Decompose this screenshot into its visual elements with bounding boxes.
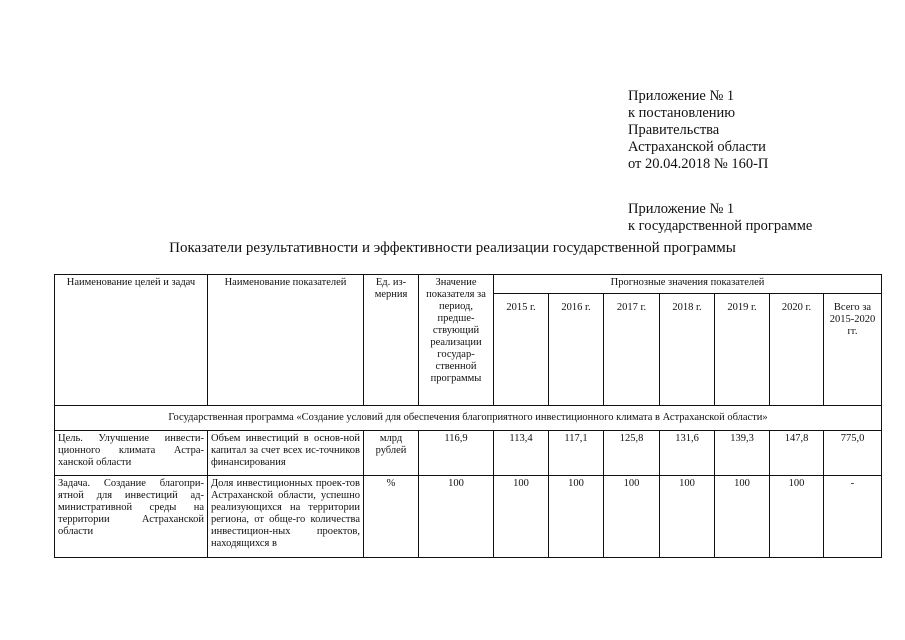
table-row	[55, 431, 882, 476]
value-cell: 100	[604, 476, 660, 558]
header-year: 2016 г.	[549, 294, 604, 406]
indicator-cell: Объем инвестиций в основ-ной капитал за счет всех ис-точников финансирования	[208, 431, 364, 476]
header-line: от 20.04.2018 № 160-П	[628, 156, 769, 172]
total-cell: -	[824, 476, 882, 558]
goal-cell: Задача. Создание благопри-ятной для инвестиций ад-министративной среды на территории Астраханской области	[55, 476, 208, 558]
indicators-table	[54, 274, 882, 558]
header-unit: Ед. из-мерния	[364, 275, 419, 406]
header-year: 2020 г.	[770, 294, 824, 406]
header-total: Всего за 2015-2020 гг.	[824, 294, 882, 406]
value-cell: 100	[549, 476, 604, 558]
value-cell: 147,8	[770, 431, 824, 476]
approval-header	[628, 88, 812, 235]
value-cell: 139,3	[715, 431, 770, 476]
header-base-value: Значение показателя за период, предше-ствующий реализации государ-ственной программы	[419, 275, 494, 406]
header-line: к постановлению	[628, 105, 736, 121]
unit-cell: млрд рублей	[364, 431, 419, 476]
total-cell: 775,0	[824, 431, 882, 476]
header-year: 2015 г.	[494, 294, 549, 406]
value-cell: 131,6	[660, 431, 715, 476]
header-year: 2019 г.	[715, 294, 770, 406]
table-row	[55, 476, 882, 558]
value-cell: 100	[494, 476, 549, 558]
value-cell: 100	[715, 476, 770, 558]
base-value-cell: 100	[419, 476, 494, 558]
indicator-cell: Доля инвестиционных проек-тов Астраханской области, успешно реализующихся на территории региона, от обще-го количества инвестицион-ных проектов, находящихся в	[208, 476, 364, 558]
header-year: 2017 г.	[604, 294, 660, 406]
document-title: Показатели результативности и эффективности реализации государственной программы	[169, 240, 736, 256]
base-value-cell: 116,9	[419, 431, 494, 476]
header-line: Приложение № 1	[628, 88, 735, 104]
header-indicators: Наименование показателей	[208, 275, 364, 406]
program-name: Государственная программа «Создание условий для обеспечения благоприятного инвестиционного климата в Астраханской области»	[55, 406, 882, 431]
goal-cell: Цель. Улучшение инвести-ционного климата Астра-ханской области	[55, 431, 208, 476]
header-forecast: Прогнозные значения показателей	[494, 275, 882, 294]
value-cell: 100	[660, 476, 715, 558]
header-line: Правительства	[628, 122, 720, 138]
table-header-row	[55, 275, 882, 294]
value-cell: 125,8	[604, 431, 660, 476]
value-cell: 117,1	[549, 431, 604, 476]
program-row	[55, 406, 882, 431]
header-line: к государственной программе	[628, 218, 813, 234]
value-cell: 113,4	[494, 431, 549, 476]
value-cell: 100	[770, 476, 824, 558]
unit-cell: %	[364, 476, 419, 558]
header-year: 2018 г.	[660, 294, 715, 406]
header-line: Приложение № 1	[628, 201, 735, 217]
header-line: Астраханской области	[628, 139, 766, 155]
header-goals: Наименование целей и задач	[55, 275, 208, 406]
